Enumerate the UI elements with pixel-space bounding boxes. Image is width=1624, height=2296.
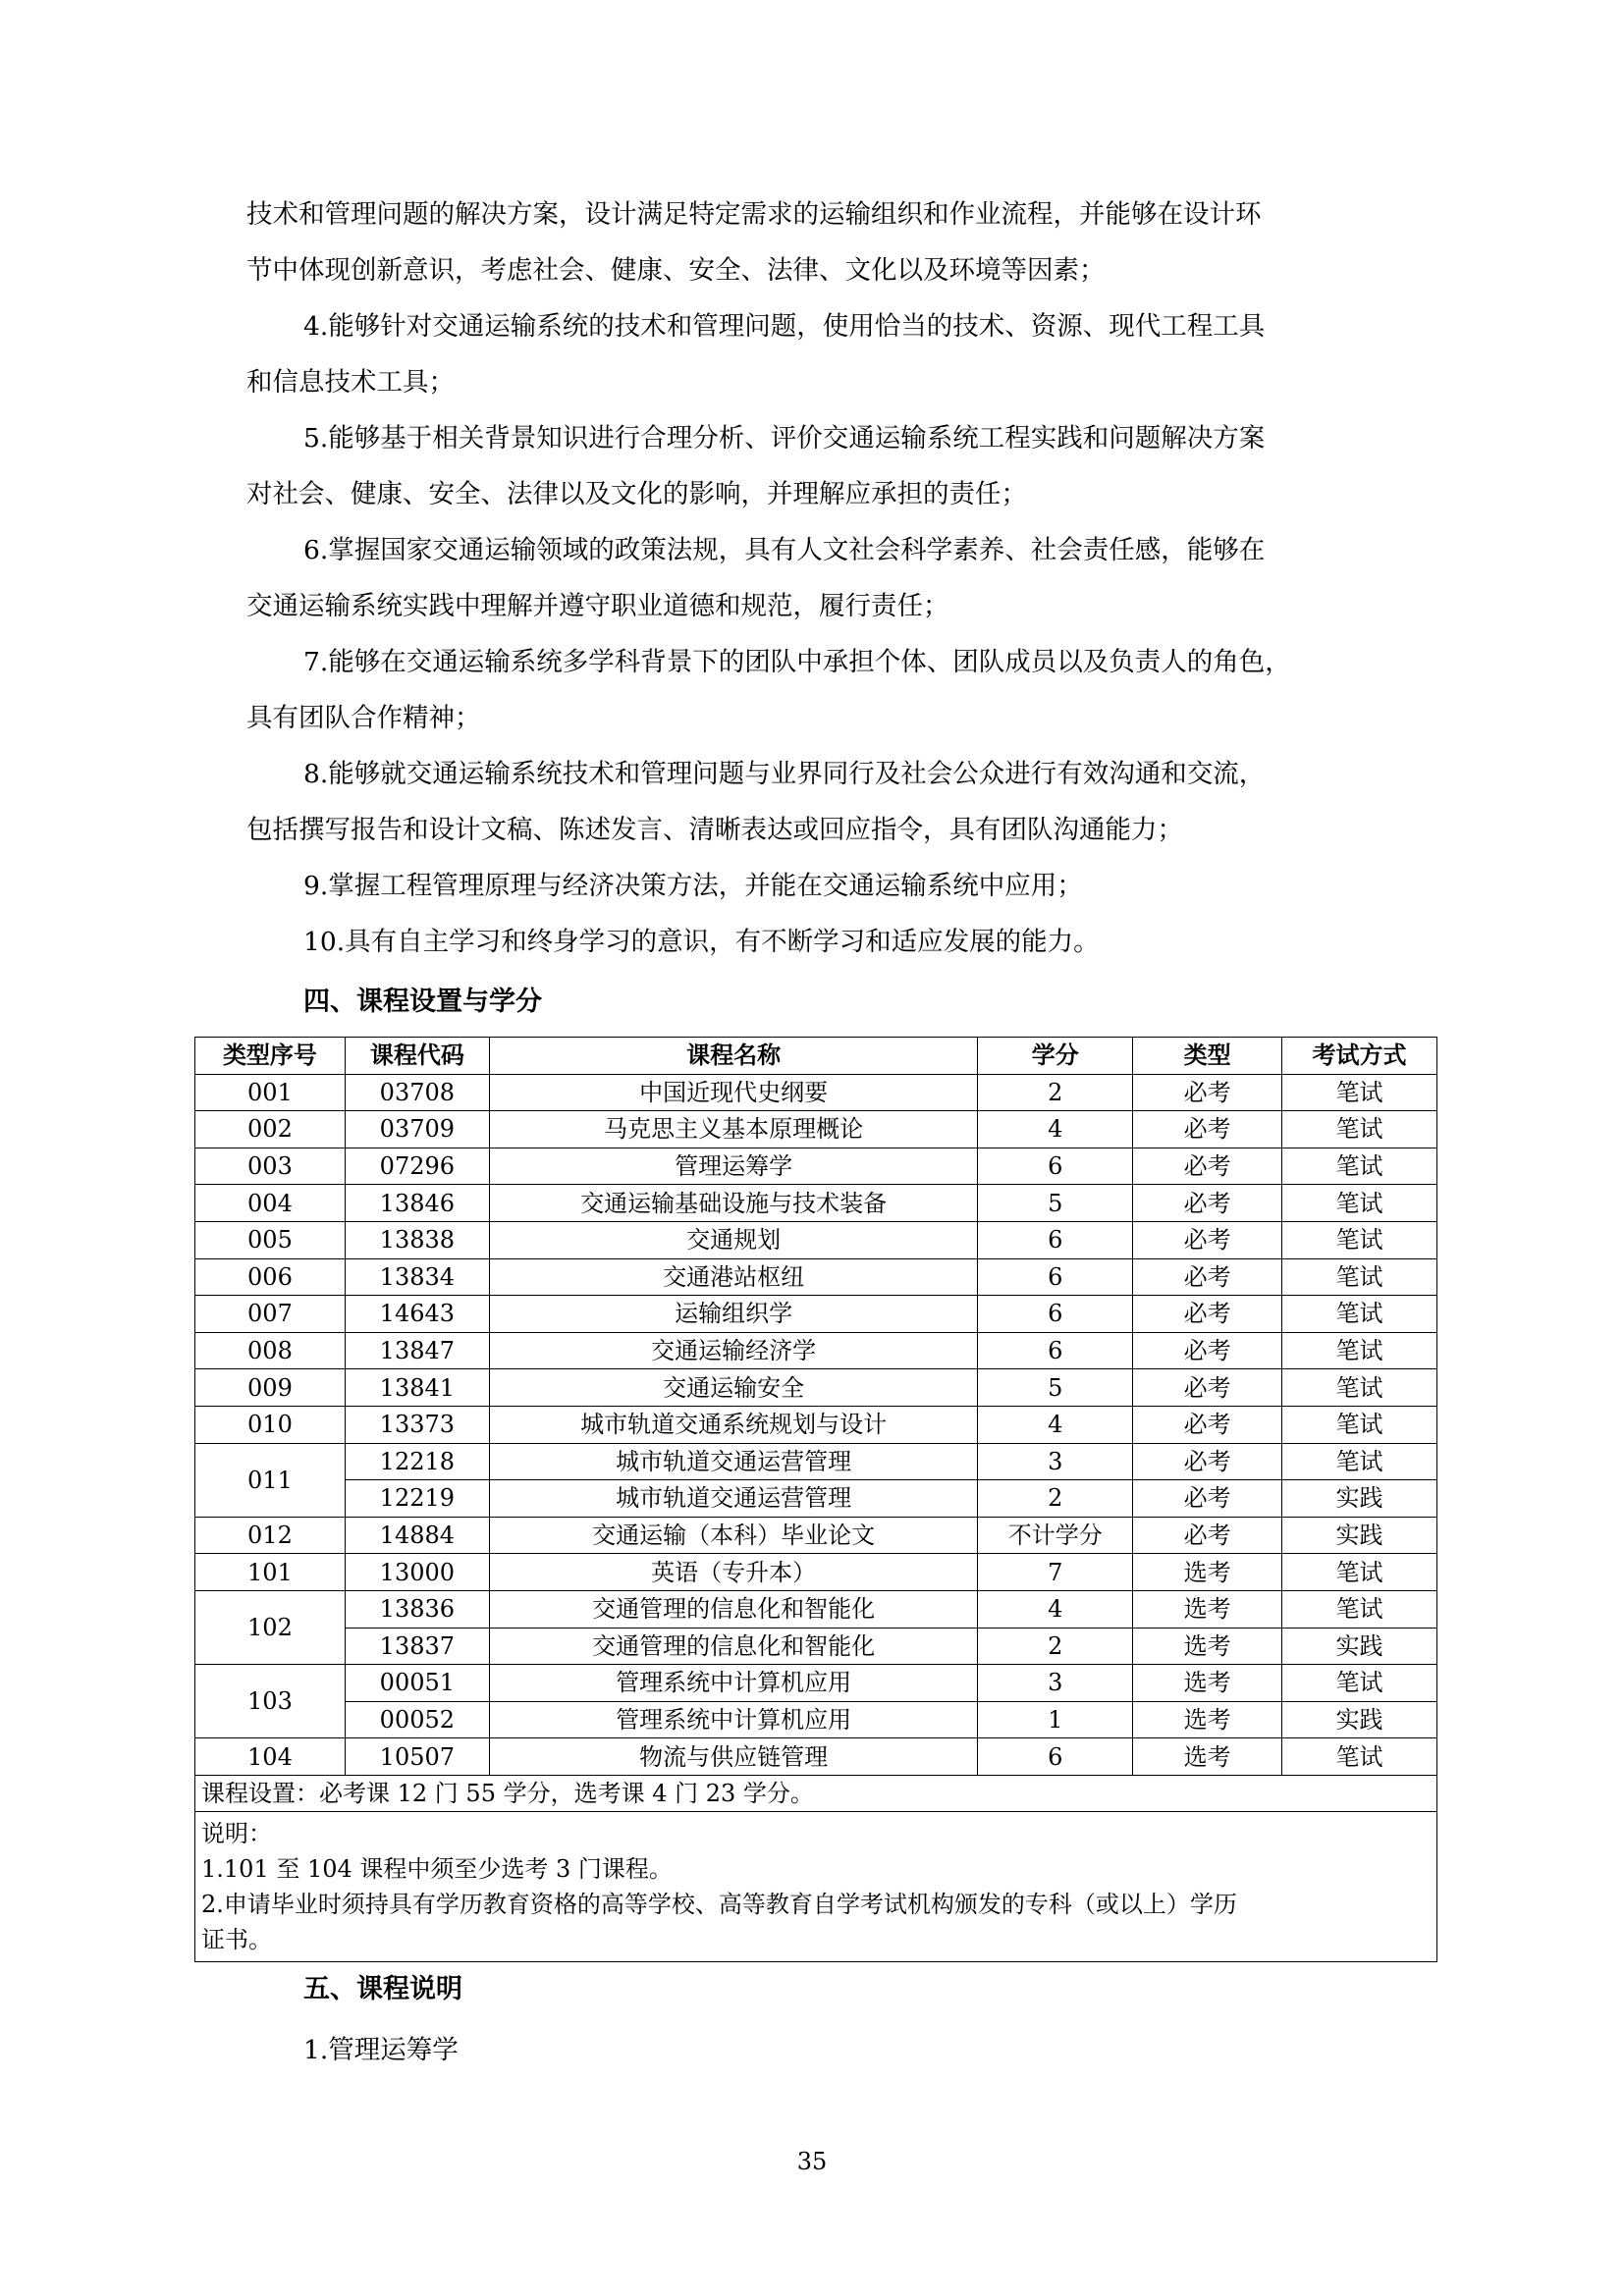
cell-credits: 3 <box>978 1665 1133 1702</box>
cell-type: 选考 <box>1133 1665 1282 1702</box>
paragraph-item-5 <box>246 410 1366 522</box>
cell-type-number: 004 <box>195 1185 346 1222</box>
cell-course-name: 交通管理的信息化和智能化 <box>489 1590 978 1628</box>
cell-course-name: 中国近现代史纲要 <box>489 1074 978 1111</box>
cell-credits: 2 <box>978 1480 1133 1518</box>
text-line: 交通运输系统实践中理解并遵守职业道德和规范，履行责任； <box>246 591 949 621</box>
cell-type: 必考 <box>1133 1443 1282 1480</box>
cell-course-code: 00052 <box>345 1701 489 1738</box>
cell-credits: 4 <box>978 1406 1133 1443</box>
table-header-row <box>195 1038 1437 1075</box>
cell-credits: 1 <box>978 1701 1133 1738</box>
cell-course-name: 交通运输（本科）毕业论文 <box>489 1517 978 1554</box>
cell-exam-method: 笔试 <box>1282 1665 1437 1702</box>
section-heading-course-description: 五、课程说明 <box>303 1974 462 2004</box>
section-heading-course-settings: 四、课程设置与学分 <box>303 987 542 1017</box>
cell-type: 必考 <box>1133 1185 1282 1222</box>
cell-credits: 4 <box>978 1111 1133 1148</box>
paragraph-item-8 <box>246 746 1366 858</box>
text-line: 5.能够基于相关背景知识进行合理分析、评价交通运输系统工程实践和问题解决方案 <box>303 423 1266 454</box>
cell-exam-method: 笔试 <box>1282 1148 1437 1185</box>
header-course-code: 课程代码 <box>345 1038 489 1075</box>
cell-exam-method: 笔试 <box>1282 1332 1437 1369</box>
cell-credits: 6 <box>978 1738 1133 1776</box>
cell-type: 必考 <box>1133 1480 1282 1518</box>
cell-type: 选考 <box>1133 1701 1282 1738</box>
cell-type-number: 103 <box>195 1665 346 1738</box>
cell-exam-method: 笔试 <box>1282 1111 1437 1148</box>
cell-course-code: 14643 <box>345 1296 489 1333</box>
table-row <box>195 1185 1437 1222</box>
cell-course-code: 03708 <box>345 1074 489 1111</box>
header-type-number: 类型序号 <box>195 1038 346 1075</box>
cell-credits: 5 <box>978 1369 1133 1407</box>
cell-type: 选考 <box>1133 1738 1282 1776</box>
cell-course-name: 交通运输基础设施与技术装备 <box>489 1185 978 1222</box>
cell-course-name: 运输组织学 <box>489 1296 978 1333</box>
text-line: 9.掌握工程管理原理与经济决策方法，并能在交通运输系统中应用； <box>303 871 1083 901</box>
cell-type: 必考 <box>1133 1258 1282 1296</box>
cell-type-number: 006 <box>195 1258 346 1296</box>
cell-course-name: 交通港站枢纽 <box>489 1258 978 1296</box>
cell-type: 必考 <box>1133 1221 1282 1258</box>
table-row <box>195 1369 1437 1407</box>
cell-credits: 6 <box>978 1258 1133 1296</box>
cell-course-code: 10507 <box>345 1738 489 1776</box>
cell-credits: 6 <box>978 1296 1133 1333</box>
cell-course-code: 13841 <box>345 1369 489 1407</box>
cell-exam-method: 笔试 <box>1282 1074 1437 1111</box>
cell-exam-method: 笔试 <box>1282 1738 1437 1776</box>
table-row <box>195 1665 1437 1702</box>
subsection-title <box>303 2022 893 2078</box>
table-summary-row <box>195 1775 1437 1812</box>
cell-type: 必考 <box>1133 1406 1282 1443</box>
text-line: 10.具有自主学习和终身学习的意识，有不断学习和适应发展的能力。 <box>303 927 1100 957</box>
paragraph-design-solutions <box>246 187 1366 298</box>
table-row <box>195 1590 1437 1628</box>
cell-exam-method: 笔试 <box>1282 1443 1437 1480</box>
paragraph-item-6 <box>246 522 1366 634</box>
text-line: 4.能够针对交通运输系统的技术和管理问题，使用恰当的技术、资源、现代工程工具 <box>303 311 1266 342</box>
cell-type: 选考 <box>1133 1590 1282 1628</box>
cell-course-name: 交通规划 <box>489 1221 978 1258</box>
cell-exam-method: 笔试 <box>1282 1406 1437 1443</box>
cell-course-name: 交通运输安全 <box>489 1369 978 1407</box>
table-row <box>195 1517 1437 1554</box>
cell-course-name: 物流与供应链管理 <box>489 1738 978 1776</box>
cell-course-name: 城市轨道交通运营管理 <box>489 1480 978 1518</box>
cell-type-number: 012 <box>195 1517 346 1554</box>
cell-course-name: 交通运输经济学 <box>489 1332 978 1369</box>
cell-exam-method: 笔试 <box>1282 1554 1437 1591</box>
cell-course-code: 13373 <box>345 1406 489 1443</box>
header-credits: 学分 <box>978 1038 1133 1075</box>
cell-credits: 6 <box>978 1148 1133 1185</box>
cell-course-code: 13834 <box>345 1258 489 1296</box>
note-item-2: 2.申请毕业时须持具有学历教育资格的高等学校、高等教育自学考试机构颁发的专科（或以上）学历 <box>201 1891 1237 1919</box>
table-row <box>195 1738 1437 1776</box>
cell-course-code: 13837 <box>345 1628 489 1665</box>
cell-type: 必考 <box>1133 1369 1282 1407</box>
cell-course-name: 管理运筹学 <box>489 1148 978 1185</box>
text-line: 节中体现创新意识，考虑社会、健康、安全、法律、文化以及环境等因素； <box>246 255 1106 286</box>
cell-course-name: 英语（专升本） <box>489 1554 978 1591</box>
cell-type: 必考 <box>1133 1148 1282 1185</box>
subsection-title-text: 1.管理运筹学 <box>303 2035 459 2065</box>
table-row <box>195 1074 1437 1111</box>
paragraph-item-4 <box>246 298 1366 410</box>
cell-type-number: 104 <box>195 1738 346 1776</box>
notes-title: 说明： <box>201 1820 272 1848</box>
cell-course-name: 马克思主义基本原理概论 <box>489 1111 978 1148</box>
cell-credits: 2 <box>978 1074 1133 1111</box>
text-line: 6.掌握国家交通运输领域的政策法规，具有人文社会科学素养、社会责任感，能够在 <box>303 535 1266 565</box>
cell-course-code: 13838 <box>345 1221 489 1258</box>
header-course-name: 课程名称 <box>489 1038 978 1075</box>
table-row <box>195 1148 1437 1185</box>
cell-credits: 4 <box>978 1590 1133 1628</box>
cell-type: 必考 <box>1133 1517 1282 1554</box>
cell-type: 必考 <box>1133 1332 1282 1369</box>
cell-exam-method: 笔试 <box>1282 1590 1437 1628</box>
cell-type-number: 101 <box>195 1554 346 1591</box>
cell-credits: 2 <box>978 1628 1133 1665</box>
cell-course-code: 07296 <box>345 1148 489 1185</box>
cell-exam-method: 笔试 <box>1282 1369 1437 1407</box>
page-number: 35 <box>796 2148 828 2175</box>
table-row <box>195 1296 1437 1333</box>
paragraph-item-7 <box>246 634 1366 746</box>
cell-exam-method: 实践 <box>1282 1480 1437 1518</box>
header-exam-method: 考试方式 <box>1282 1038 1437 1075</box>
cell-type-number: 011 <box>195 1443 346 1517</box>
table-row <box>195 1480 1437 1518</box>
cell-course-name: 城市轨道交通运营管理 <box>489 1443 978 1480</box>
cell-course-name: 管理系统中计算机应用 <box>489 1665 978 1702</box>
text-line: 技术和管理问题的解决方案，设计满足特定需求的运输组织和作业流程，并能够在设计环 <box>246 199 1262 230</box>
table-row <box>195 1111 1437 1148</box>
cell-exam-method: 实践 <box>1282 1628 1437 1665</box>
course-notes <box>195 1812 1437 1962</box>
cell-course-code: 14884 <box>345 1517 489 1554</box>
course-table <box>194 1037 1437 1962</box>
table-row <box>195 1628 1437 1665</box>
note-item-1: 1.101 至 104 课程中须至少选考 3 门课程。 <box>201 1855 673 1884</box>
cell-credits: 6 <box>978 1221 1133 1258</box>
cell-type: 必考 <box>1133 1111 1282 1148</box>
text-line: 对社会、健康、安全、法律以及文化的影响，并理解应承担的责任； <box>246 479 1027 509</box>
cell-type-number: 102 <box>195 1590 346 1664</box>
table-row <box>195 1406 1437 1443</box>
course-summary: 课程设置：必考课 12 门 55 学分，选考课 4 门 23 学分。 <box>195 1775 1437 1812</box>
cell-credits: 6 <box>978 1332 1133 1369</box>
text-line: 包括撰写报告和设计文稿、陈述发言、清晰表达或回应指令，具有团队沟通能力； <box>246 815 1183 845</box>
cell-type-number: 005 <box>195 1221 346 1258</box>
cell-exam-method: 笔试 <box>1282 1221 1437 1258</box>
note-item-2-continued: 证书。 <box>201 1926 272 1954</box>
cell-type: 必考 <box>1133 1296 1282 1333</box>
table-row <box>195 1554 1437 1591</box>
text-line: 8.能够就交通运输系统技术和管理问题与业界同行及社会公众进行有效沟通和交流， <box>303 759 1266 789</box>
cell-exam-method: 实践 <box>1282 1701 1437 1738</box>
cell-course-code: 03709 <box>345 1111 489 1148</box>
cell-type-number: 001 <box>195 1074 346 1111</box>
cell-type: 选考 <box>1133 1554 1282 1591</box>
text-line: 7.能够在交通运输系统多学科背景下的团队中承担个体、团队成员以及负责人的角色， <box>303 647 1291 677</box>
cell-exam-method: 实践 <box>1282 1517 1437 1554</box>
cell-credits: 不计学分 <box>978 1517 1133 1554</box>
cell-type: 必考 <box>1133 1074 1282 1111</box>
cell-course-name: 城市轨道交通系统规划与设计 <box>489 1406 978 1443</box>
table-notes-row <box>195 1812 1437 1962</box>
cell-course-code: 12218 <box>345 1443 489 1480</box>
cell-credits: 5 <box>978 1185 1133 1222</box>
paragraph-item-10 <box>246 914 1366 970</box>
cell-type-number: 003 <box>195 1148 346 1185</box>
cell-type-number: 009 <box>195 1369 346 1407</box>
cell-course-name: 交通管理的信息化和智能化 <box>489 1628 978 1665</box>
cell-course-code: 13836 <box>345 1590 489 1628</box>
cell-type-number: 010 <box>195 1406 346 1443</box>
cell-exam-method: 笔试 <box>1282 1258 1437 1296</box>
cell-type: 选考 <box>1133 1628 1282 1665</box>
cell-course-code: 12219 <box>345 1480 489 1518</box>
cell-course-name: 管理系统中计算机应用 <box>489 1701 978 1738</box>
cell-exam-method: 笔试 <box>1282 1185 1437 1222</box>
table-row <box>195 1258 1437 1296</box>
cell-course-code: 13847 <box>345 1332 489 1369</box>
cell-type-number: 002 <box>195 1111 346 1148</box>
text-line: 和信息技术工具； <box>246 367 455 398</box>
cell-exam-method: 笔试 <box>1282 1296 1437 1333</box>
cell-type-number: 008 <box>195 1332 346 1369</box>
cell-credits: 3 <box>978 1443 1133 1480</box>
table-row <box>195 1221 1437 1258</box>
cell-credits: 7 <box>978 1554 1133 1591</box>
cell-course-code: 13846 <box>345 1185 489 1222</box>
header-type: 类型 <box>1133 1038 1282 1075</box>
cell-course-code: 00051 <box>345 1665 489 1702</box>
table-row <box>195 1332 1437 1369</box>
paragraph-item-9 <box>246 858 1366 914</box>
table-row <box>195 1443 1437 1480</box>
text-line: 具有团队合作精神； <box>246 703 481 733</box>
cell-course-code: 13000 <box>345 1554 489 1591</box>
cell-type-number: 007 <box>195 1296 346 1333</box>
table-row <box>195 1701 1437 1738</box>
